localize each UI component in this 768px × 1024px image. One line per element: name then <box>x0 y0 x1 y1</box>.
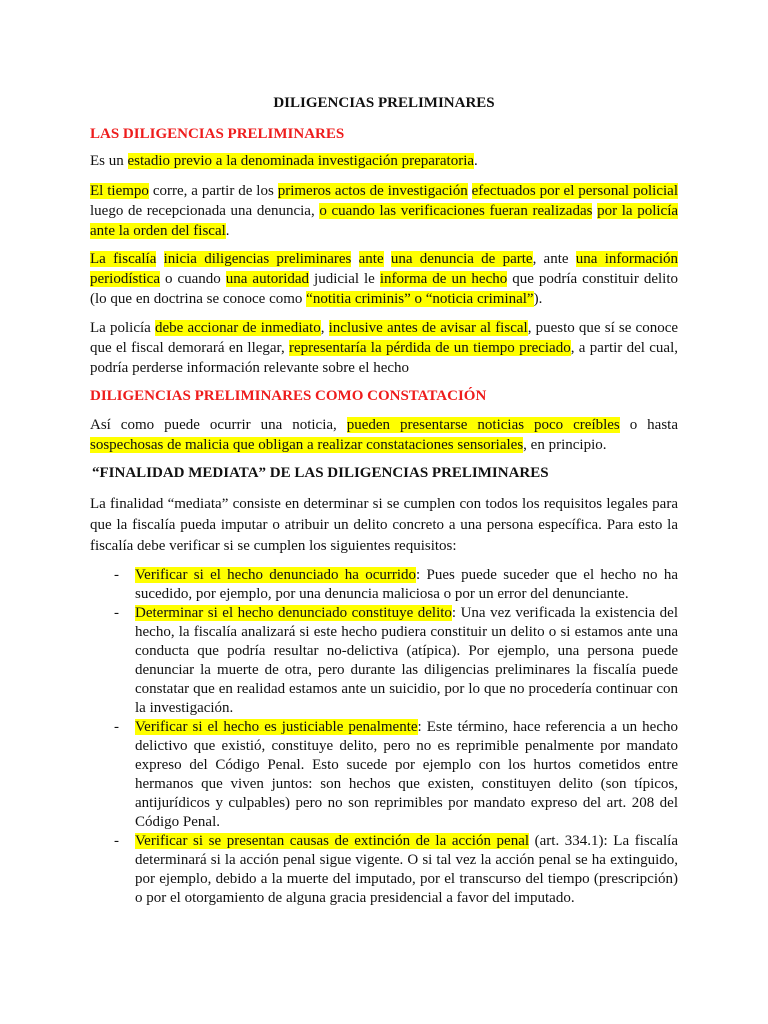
text-run: , en principio. <box>523 437 607 453</box>
paragraph-asi-como <box>90 415 678 455</box>
highlight-run: inicia diligencias preliminares <box>163 251 352 267</box>
text-run: , ante <box>532 251 576 267</box>
text-run: . <box>474 153 478 169</box>
highlight-run: inclusive antes de avisar al fiscal <box>328 320 528 336</box>
highlight-run: o cuando las verificaciones fueran realizadas <box>319 203 593 219</box>
highlight-run: Verificar si se presentan causas de extinción de la acción penal <box>135 833 530 849</box>
list-dash: - <box>114 719 119 735</box>
text-run: , <box>320 320 329 336</box>
highlight-run: La fiscalía <box>90 251 157 267</box>
paragraph-el-tiempo <box>90 181 678 241</box>
highlight-run: por la policía ante la orden del fiscal <box>90 203 679 239</box>
text-run: . <box>225 223 230 239</box>
highlight-run: ante <box>358 251 384 267</box>
highlight-run: El tiempo <box>90 183 149 199</box>
text-run: (art. 334.1): La fiscalía determinará si la acción penal sigue vigente. O si tal vez la acción penal se ha extinguido, por ejemplo, debido a la muerte del imputado, por el transcurso del tiempo (prescripción) o por el otorgamiento de alguna gracia presidencial a favor del imputado. <box>135 833 679 906</box>
text-run <box>156 251 163 267</box>
highlight-run: debe accionar de inmediato <box>154 320 321 336</box>
paragraph-la-policia <box>90 318 678 378</box>
section-heading-constatacion: DILIGENCIAS PRELIMINARES COMO CONSTATACIÓN <box>90 388 487 404</box>
text-run: : Una vez verificada la existencia del hecho, la fiscalía analizará si este hecho pudiera constituir un delito o si estamos ante una conducta que podría resultar no-delictiva (atípica). Por ejemplo, una persona puede denunciar la muerte de otra, pero durante las diligencias preliminares la fiscalía puede constatar que en realidad estamos ante un suicidio, por lo que no procedería continuar con la investigación. <box>135 605 678 716</box>
list-item <box>90 832 678 908</box>
highlight-run: “notitia criminis” o “noticia criminal” <box>306 291 534 307</box>
highlight-run: estadio previo a la denominada investigación preparatoria <box>127 153 475 169</box>
highlight-run: una denuncia de parte <box>390 251 533 267</box>
paragraph-finalidad: La finalidad “mediata” consiste en determinar si se cumplen con todos los requisitos legales para que la fiscalía pueda imputar o atribuir un delito concreto a una persona específica. Para esto la fiscalía debe verificar si se cumplen los siguientes requisitos: <box>90 496 678 554</box>
text-run: , puesto que sí se conoce que el fiscal demorará en llegar, <box>90 320 679 356</box>
text-run: : Este término, hace referencia a un hecho delictivo que existió, constituye delito, pero no es reprimible penalmente por mandato expreso del Código Penal. Esto sucede por ejemplo con los hurtos cometidos entre hermanos que viven juntos: son hechos que existen, constituyen delito (son típicos, antijurídicos y culpables) pero no son reprimibles por mandato expreso del art. 208 del Código Penal. <box>135 719 678 830</box>
list-dash: - <box>114 567 119 583</box>
highlight-run: Verificar si el hecho es justiciable penalmente <box>135 719 418 735</box>
highlight-run: sospechosas de malicia que obligan a realizar constataciones sensoriales <box>90 437 524 453</box>
text-run: que podría constituir delito (lo que en doctrina se conoce como <box>90 271 678 307</box>
highlight-run: informa de un hecho <box>379 271 508 287</box>
list-dash: - <box>114 605 119 621</box>
section-heading-finalidad-mediata: “FINALIDAD MEDIATA” DE LAS DILIGENCIAS PRELIMINARES <box>92 465 549 481</box>
text-run <box>351 251 358 267</box>
highlight-run: Verificar si el hecho denunciado ha ocurrido <box>135 567 417 583</box>
highlight-run: pueden presentarse noticias poco creíbles <box>346 417 620 433</box>
text-run: , a partir del cual, podría perderse información relevante sobre el hecho <box>90 340 678 376</box>
text-run: Así como puede ocurrir una noticia, <box>90 417 347 433</box>
text-run: luego de recepcionada una denuncia, <box>90 203 320 219</box>
list-item <box>90 718 678 832</box>
text-run: o hasta <box>619 417 679 433</box>
text-run: Es un <box>90 153 128 169</box>
text-run: : Pues puede suceder que el hecho no ha sucedido, por ejemplo, por una denuncia maliciosa o por un error del denunciante. <box>135 567 678 602</box>
paragraph-la-fiscalia <box>90 249 678 309</box>
section-heading-las-diligencias: LAS DILIGENCIAS PRELIMINARES <box>90 126 345 142</box>
highlight-run: Determinar si el hecho denunciado constituye delito <box>135 605 452 621</box>
highlight-run: representaría la pérdida de un tiempo preciado <box>289 340 571 356</box>
document-title: DILIGENCIAS PRELIMINARES <box>273 95 495 111</box>
text-run <box>384 251 391 267</box>
text-run: ). <box>533 291 543 307</box>
text-run: corre, a partir de los <box>148 183 278 199</box>
text-run: judicial le <box>309 271 380 287</box>
requirements-list <box>90 566 678 908</box>
highlight-run: una autoridad <box>225 271 310 287</box>
highlight-run: efectuados por el personal policial <box>471 183 678 199</box>
paragraph-estadio-previo <box>90 151 678 171</box>
highlight-run: primeros actos de investigación <box>277 183 468 199</box>
list-item <box>90 604 678 718</box>
list-dash: - <box>114 833 119 849</box>
list-item <box>90 566 678 604</box>
text-run: La policía <box>90 320 155 336</box>
highlight-run: una información periodística <box>90 251 679 287</box>
text-run: o cuando <box>159 271 226 287</box>
